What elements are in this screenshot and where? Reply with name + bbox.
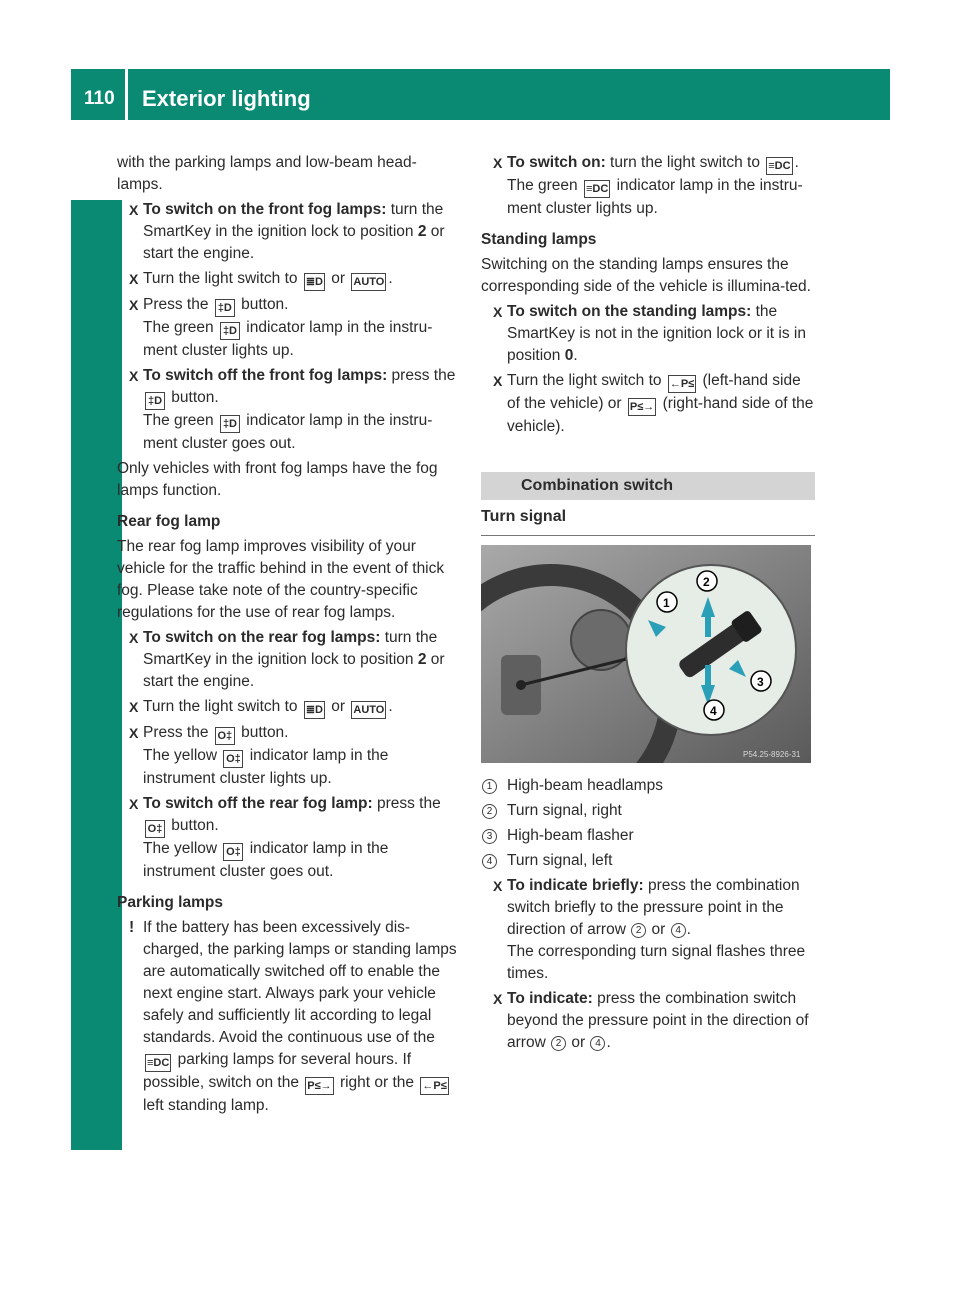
step-marker: X [129,796,139,812]
legend-number: 3 [482,829,497,844]
page-title: Exterior lighting [142,86,311,111]
paragraph: with the parking lamps and low-beam head-lamps. [117,154,417,193]
paragraph: Only vehicles with front fog lamps have the fog lamps function. [117,460,438,499]
step-front-fog-on: X To switch on the front fog lamps: turn the SmartKey in the ignition lock to position 2 or start the engine. [129,201,445,262]
step-press-rear-fog: X Press the O‡ button. The yellow O‡ indicator lamp in the instrument cluster lights up. [129,724,389,787]
step-title: To indicate briefly: [507,877,644,894]
paragraph: Switching on the standing lamps ensures the corresponding side of the vehicle is illumina-ted. [481,256,811,295]
step-marker: X [129,699,139,715]
step-standing-switch: X Turn the light switch to ←P≤ (left-hand side of the vehicle) or P≤→ (right-hand side of the vehicle). [493,372,814,435]
step-title: To switch off the front fog lamps: [143,367,388,384]
step-rear-fog-off: X To switch off the rear fog lamp: press the O‡ button. The yellow O‡ indicator lamp in the instrument cluster goes out. [129,795,441,880]
svg-text:1: 1 [663,596,670,610]
legend-item: 1 High-beam headlamps [481,775,815,797]
step-light-switch: X Turn the light switch to ≣D or AUTO . [117,268,462,291]
step-rear-fog-on: X To switch on the rear fog lamps: turn the SmartKey in the ignition lock to position 2 or start the engine. [129,629,445,690]
combination-switch-illustration [481,545,811,763]
rear-fog-icon: O‡ [215,727,235,745]
subheading-parking: Parking lamps [117,894,223,911]
auto-icon: AUTO [351,701,386,719]
step-marker: X [129,630,139,646]
subheading-standing: Standing lamps [481,231,597,248]
step-marker: X [129,725,139,741]
standing-left-icon: ←P≤ [668,375,696,393]
step-light-switch: X Turn the light switch to ≣D or AUTO . [117,696,462,719]
standing-right-icon: P≤→ [628,398,656,416]
rear-fog-icon: O‡ [223,843,243,861]
step-indicate: X To indicate: press the combination switch beyond the pressure point in the direction of arrow 2 or 4 . [493,990,809,1051]
side-tab-label: Lights and windshield wipers [82,505,105,798]
warning-icon: ! [129,919,135,936]
svg-text:2: 2 [703,575,710,589]
step-indicate-briefly: X To indicate briefly: press the combination switch briefly to the pressure point in the direction of arrow 2 or 4 . The corresponding turn signal flashes three times. [493,877,806,982]
page-number: 110 [84,88,115,109]
rear-fog-icon: O‡ [223,750,243,768]
auto-icon: AUTO [351,273,386,291]
standing-left-icon: ←P≤ [420,1077,448,1095]
step-marker: X [129,202,139,218]
section-heading: Combination switch [481,472,815,500]
right-column [481,152,815,1057]
legend-item: 2 Turn signal, right [481,800,815,822]
legend-number: 4 [482,854,497,869]
warning-note: ! If the battery has been excessively dis-charged, the parking lamps or standing lamps are automatically switched off to enable the next engine start. Always park your vehicle safely and sufficiently lit according to legal standards. Avoid the continuous use of the ≡DC parking lamps for several hours. If possible, switch on the P≤→ right or the ←P≤ left standing lamp. [129,919,457,1114]
header-divider [125,69,128,120]
step-marker: X [493,878,503,894]
step-press-front-fog: X Press the ‡D button. The green ‡D indicator lamp in the instru-ment cluster lights up. [129,296,433,359]
step-marker: X [129,271,139,287]
step-title: To switch off the rear fog lamp: [143,795,373,812]
step-title: To indicate: [507,990,593,1007]
step-marker: X [493,304,503,320]
legend-number: 1 [482,779,497,794]
parking-lamp-icon: ≡DC [584,180,610,198]
legend-item: 3 High-beam flasher [481,825,815,847]
step-title: To switch on the standing lamps: [507,303,752,320]
step-front-fog-off: X To switch off the front fog lamps: press the ‡D button. The green ‡D indicator lamp in the instru-ment cluster goes out. [129,367,456,452]
step-title: To switch on the rear fog lamps: [143,629,381,646]
step-standing-on: X To switch on the standing lamps: the SmartKey is not in the ignition lock or it is in position 0. [493,303,806,364]
step-marker: X [493,155,503,171]
left-column [117,152,462,1117]
front-fog-icon: ‡D [220,415,240,433]
svg-text:3: 3 [757,675,764,689]
combination-switch-image [481,545,811,763]
step-switch-on: X To switch on: turn the light switch to ≡DC . The green ≡DC indicator lamp in the instru-ment cluster lights up. [493,154,803,217]
low-beam-icon: ≣D [304,273,325,291]
parking-lamp-icon: ≡DC [766,157,792,175]
step-marker: X [129,297,139,313]
front-fog-icon: ‡D [215,299,235,317]
rear-fog-icon: O‡ [145,820,165,838]
low-beam-icon: ≣D [304,701,325,719]
image-code: P54.25-8926-31 [743,750,801,759]
front-fog-icon: ‡D [220,322,240,340]
step-marker: X [493,991,503,1007]
front-fog-icon: ‡D [145,392,165,410]
subheading-rear-fog: Rear fog lamp [117,513,221,530]
step-title: To switch on: [507,154,606,171]
step-marker: X [129,368,139,384]
legend-item: 4 Turn signal, left [481,850,815,872]
legend-number: 2 [482,804,497,819]
step-title: To switch on the front fog lamps: [143,201,387,218]
step-marker: X [493,373,503,389]
subheading-turn-signal: Turn signal [481,506,815,536]
parking-lamp-icon: ≡DC [145,1054,171,1072]
paragraph: The rear fog lamp improves visibility of your vehicle for the traffic behind in the event of thick fog. Please take note of the country-specific regulations for the use of rear fog lamps. [117,538,445,621]
standing-right-icon: P≤→ [305,1077,333,1095]
svg-text:4: 4 [710,704,717,718]
